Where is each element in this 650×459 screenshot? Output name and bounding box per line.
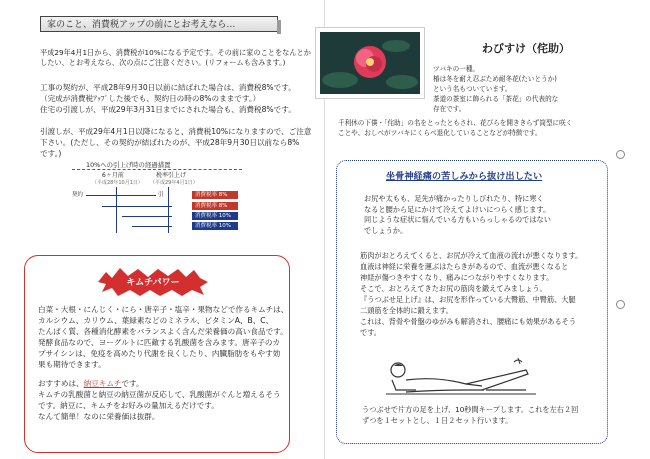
wabisuke-description — [433, 64, 558, 114]
text-line: 住宅の引渡しが、平成29年3月31日までにされた場合も、消費税8%です。 — [40, 105, 296, 114]
text-line: ツバキの一種。 — [433, 65, 480, 73]
text-line: うつぶせで片方の足を上げ、10秒間キープします。これを左右２回 — [362, 405, 579, 414]
recommend-line — [38, 378, 281, 389]
text-line: です。 — [360, 328, 381, 337]
wabisuke-title: わびすけ（侘助） — [482, 42, 570, 55]
text-line: なんて簡単！なのに栄養価は抜群。 — [38, 412, 160, 421]
text-line: 下さい。(ただし、その契約が結ばれたのが、平成28年9月30日以前なら8% — [40, 138, 300, 147]
tax-section-title: 家のこと、消費税アップの前にとお考えなら… — [40, 16, 278, 32]
tax-rate-bar: 消費税率 10% — [192, 212, 238, 220]
text-line: 白菜・大根・にんじく・にら・唐辛子・塩辛・果物などで作るキムチは、 — [38, 305, 289, 314]
text-line: でしょうか。 — [364, 225, 408, 235]
tax-rate-bar: 消費税率 10% — [192, 222, 238, 230]
prone-leg-raise-illustration — [386, 350, 536, 400]
recommend-suffix: です。 — [121, 379, 144, 388]
binding-hole — [616, 300, 625, 309]
six-month-date: （平成28年10月1日） — [92, 180, 143, 186]
timeline-row — [132, 226, 172, 227]
text-line: ことや、おしべがツバキにくらべ退化していることなどが特徴です。 — [338, 129, 542, 137]
timeline-row — [86, 195, 156, 196]
text-line: 血液は神経に栄養を運ぶはたらきがあるので、血流が悪くなると — [360, 262, 569, 271]
six-month-marker — [116, 187, 117, 233]
text-line: 千利休の下僕・「侘助」の名をとったともされ、花びらを開ききらず筒型に咲く — [338, 119, 573, 127]
sciatica-instructions — [362, 404, 578, 426]
text-line: 果も期待できます。 — [38, 360, 106, 369]
text-line: という名もついています。 — [433, 85, 512, 93]
kimchi-badge — [98, 268, 208, 296]
text-line: 神経が傷つきやすくなり、痛みにつながりやすくなります。 — [360, 273, 554, 282]
sciatica-intro — [364, 194, 551, 236]
tax-rate-bar: 消費税率 8% — [192, 191, 238, 199]
tax-rate-bar: 消費税率 8% — [192, 202, 238, 210]
camellia-photo — [316, 28, 424, 98]
text-line: 同じような症状に悩んでいる方もいらっしゃるのではない — [364, 215, 551, 224]
contract-label: 契約 — [72, 192, 84, 198]
six-month-label: 6ヶ月前 — [102, 172, 124, 179]
delivery-label: 引 — [158, 192, 164, 198]
text-line: したい、とお考えなら、次の点にご注意ください。(リフォームも含みます。) — [40, 58, 286, 67]
text-line: プサイシンは、免疫を高めたり代謝を良くしたり、内臓脂肪をもやす効 — [38, 349, 281, 358]
transition-measure-diagram — [72, 161, 242, 234]
timeline-row — [102, 206, 172, 207]
tax-delivery-paragraph — [40, 126, 311, 159]
text-line: たんぱく質、各種消化酵素をバランスよく含んだ栄養価の高い食品です。 — [38, 327, 288, 336]
text-line: カルシウム、カリウム、葉緑素などのミネラル、ビタミンA、B、C、 — [38, 316, 274, 325]
kimchi-recommend — [38, 378, 281, 422]
wabisuke-description-2 — [338, 118, 572, 138]
text-line: 発酵食品なので、ヨーグルトに匹敵する乳酸菌を含みます。唐辛子のカ — [38, 338, 281, 347]
camellia-flower-icon — [320, 32, 420, 94]
text-line: 筋肉がおとろえてくると、お尻が冷えて血液の流れが悪くなります。 — [360, 251, 583, 260]
text-line: 二頭筋を全体的に鍛えます。 — [360, 306, 453, 315]
text-line: 『うつぶせ足上げ』は、お尻を形作っている大臀筋、中臀筋、大腿 — [360, 295, 576, 304]
text-line: 茶道の茶室に飾られる「茶花」の代表的な — [433, 95, 559, 103]
text-line: です。納豆に、キムチをお好みの量加えるだけです。 — [38, 401, 219, 410]
tax-raise-label: 税率引上げ — [156, 172, 187, 179]
text-line: 存在です。 — [433, 105, 466, 113]
text-line: これは、背骨や骨盤のゆがみも解消され、腰痛にも効果があるそう — [360, 317, 577, 326]
text-line: 平成29年4月1日から、消費税が10%になる予定です。その前に家のことをなんとか — [40, 48, 311, 57]
kimchi-body — [38, 304, 288, 370]
text-line: キムチの乳酸菌と納豆の納豆菌が反応して、乳酸菌がぐんと増えるそう — [38, 390, 281, 399]
timeline-row — [122, 216, 172, 217]
text-line: なると腰から足にかけて冷えてよけいにつらく感じます。 — [364, 204, 551, 214]
text-line: （完成が消費税ｱｯﾌﾟした後でも、契約日の時の8%のままです。） — [40, 94, 261, 103]
text-line: お尻や太もも、足先が痛かったりしびれたり、特に寒く — [364, 194, 544, 203]
tax-intro-paragraph — [40, 48, 311, 68]
diagram-divider — [72, 169, 242, 170]
kimchi-badge-label: キムチパワー — [126, 278, 180, 288]
binding-hole — [616, 150, 625, 159]
sciatica-explanation — [360, 250, 582, 338]
text-line: 椿は冬を耐え忍ぶため耐冬花(たいとうか) — [433, 75, 557, 83]
text-line: です。) — [40, 149, 62, 158]
recommend-highlight: 納豆キムチ — [83, 379, 122, 388]
tax-raise-date: （平成29年4月1日） — [150, 180, 198, 186]
recommend-prefix: おすすめは、 — [38, 379, 84, 388]
diagram-heading: 10%への引上げ時の経過措置 — [86, 161, 171, 169]
text-line: そこで、おとろえてきたお尻の筋肉を鍛えてみましょう。 — [360, 284, 547, 293]
tax-contract-paragraph — [40, 82, 296, 115]
text-line: 工事の契約が、平成28年9月30日以前に結ばれた場合は、消費税8%です。 — [40, 83, 296, 92]
text-line: ずつを１セットとし、１日２セット行います。 — [362, 416, 513, 425]
sciatica-title: 坐骨神経痛の苦しみから抜け出したい — [386, 171, 543, 182]
text-line: 引渡しが、平成29年4月1日以降になると、消費税10%になりますので、ご注意 — [40, 127, 312, 136]
